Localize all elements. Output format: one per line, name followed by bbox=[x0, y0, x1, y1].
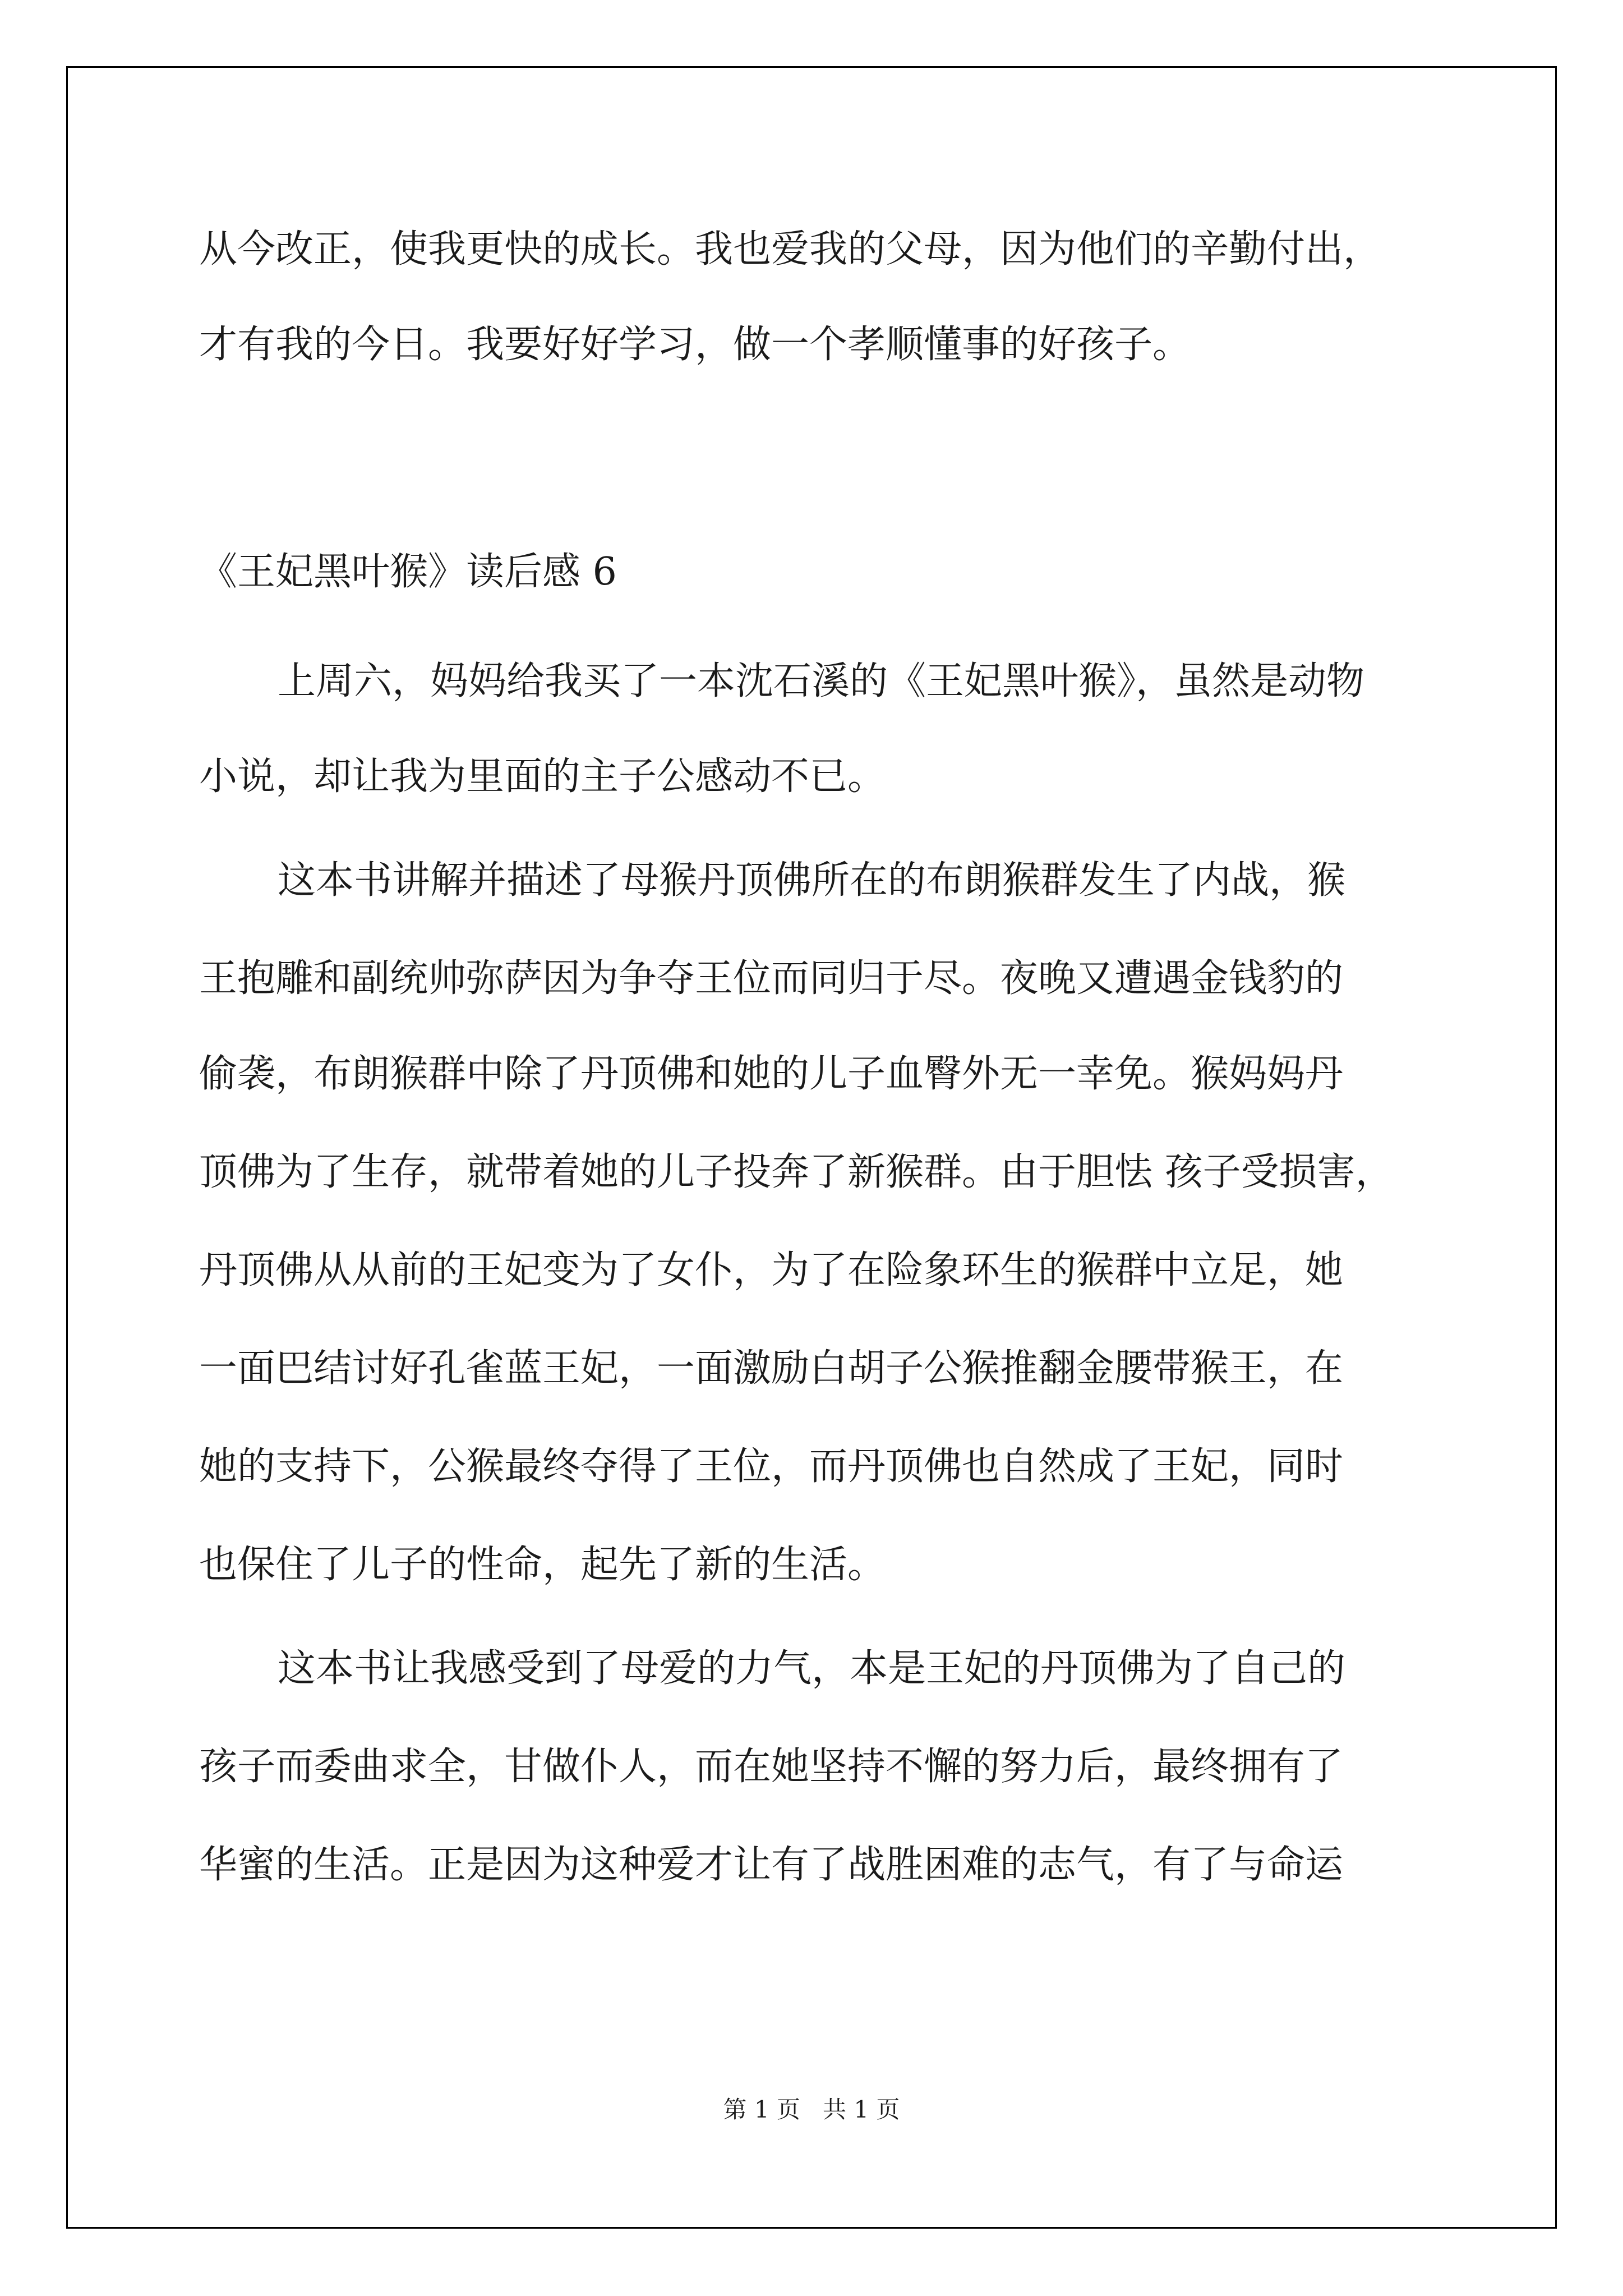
page-footer: 第 1 页 共 1 页 bbox=[723, 2096, 900, 2123]
paragraph-line: 华蜜的生活。正是因为这种爱才让有了战胜困难的志气，有了与命运 bbox=[199, 1843, 1344, 1887]
section-heading: 《王妃黑叶猴》读后感 6 bbox=[199, 550, 617, 594]
paragraph-line: 她的支持下，公猴最终夺得了王位，而丹顶佛也自然成了王妃，同时 bbox=[199, 1444, 1344, 1489]
paragraph-line: 王抱雕和副统帅弥萨因为争夺王位而同归于尽。夜晚又遭遇金钱豹的 bbox=[199, 956, 1344, 1001]
paragraph-line: 这本书让我感受到了母爱的力气，本是王妃的丹顶佛为了自己的 bbox=[278, 1646, 1346, 1691]
paragraph-line: 丹顶佛从从前的王妃变为了女仆，为了在险象环生的猴群中立足，她 bbox=[199, 1248, 1344, 1292]
body-text-line: 才有我的今日。我要好好学习，做一个孝顺懂事的好孩子。 bbox=[199, 323, 1191, 367]
paragraph-line: 偷袭，布朗猴群中除了丹顶佛和她的儿子血臀外无一幸免。猴妈妈丹 bbox=[199, 1052, 1344, 1096]
paragraph-line: 一面巴结讨好孔雀蓝王妃，一面激励白胡子公猴推翻金腰带猴王，在 bbox=[199, 1346, 1344, 1391]
paragraph-line: 小说，却让我为里面的主子公感动不已。 bbox=[199, 754, 886, 799]
paragraph-line: 顶佛为了生存，就带着她的儿子投奔了新猴群。由于胆怯 孩子受损害， bbox=[199, 1150, 1394, 1194]
paragraph-line: 这本书讲解并描述了母猴丹顶佛所在的布朗猴群发生了内战，猴 bbox=[278, 858, 1346, 903]
paragraph-line: 也保住了儿子的性命，起先了新的生活。 bbox=[199, 1543, 886, 1587]
body-text-line: 从今改正，使我更快的成长。我也爱我的父母，因为他们的辛勤付出， bbox=[199, 227, 1382, 272]
paragraph-line: 上周六，妈妈给我买了一本沈石溪的《王妃黑叶猴》，虽然是动物 bbox=[278, 659, 1365, 703]
paragraph-line: 孩子而委曲求全，甘做仆人，而在她坚持不懈的努力后，最终拥有了 bbox=[199, 1745, 1344, 1789]
